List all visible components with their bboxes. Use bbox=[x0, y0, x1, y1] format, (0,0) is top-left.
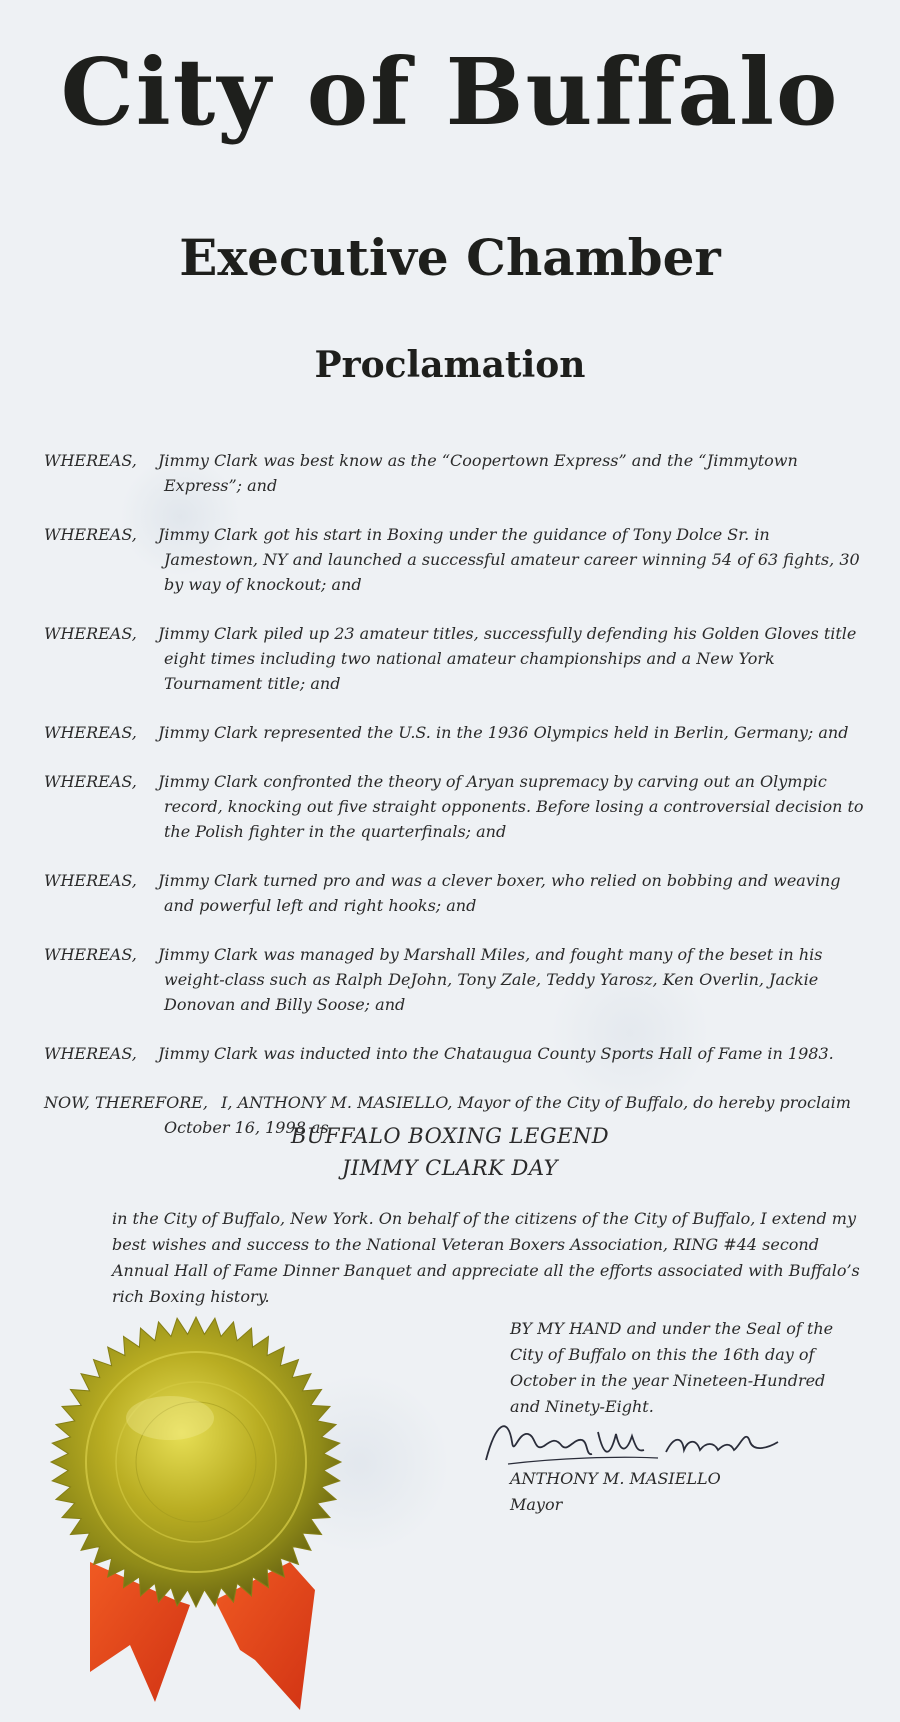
clause-text: Jimmy Clark was inducted into the Chataugua County Sports Hall of Fame in 1983. bbox=[158, 1044, 834, 1063]
clause bbox=[44, 868, 864, 918]
clause-lead: WHEREAS, bbox=[44, 624, 137, 643]
seal-serrated-edge bbox=[51, 1317, 341, 1607]
clause bbox=[44, 522, 864, 597]
attestation-text: BY MY HAND and under the Seal of the City of Buffalo on this the 16th day of October in the year Nineteen-Hundred and Ninety-Eight. bbox=[510, 1319, 834, 1416]
clause-lead: NOW, THEREFORE, bbox=[44, 1093, 208, 1112]
clause bbox=[44, 769, 864, 844]
signer-name: ANTHONY M. MASIELLO bbox=[510, 1469, 721, 1488]
clause-lead: WHEREAS, bbox=[44, 945, 137, 964]
document-heading: Proclamation bbox=[314, 344, 586, 386]
signer-block bbox=[510, 1466, 830, 1518]
document-subtitle: Executive Chamber bbox=[179, 228, 721, 287]
gold-seal-with-ribbons bbox=[40, 1300, 360, 1720]
clause-lead: WHEREAS, bbox=[44, 525, 137, 544]
clause-lead: WHEREAS, bbox=[44, 451, 137, 470]
closing-paragraph: in the City of Buffalo, New York. On behalf of the citizens of the City of Buffalo, I extend my best wishes and success to the National Veteran Boxers Association, RING #44 second Annual Hall of Fame Dinner Banquet and appreciate all the efforts associated with Buffalo’s rich Boxing history. bbox=[112, 1209, 860, 1306]
clause-lead: WHEREAS, bbox=[44, 772, 137, 791]
mayor-signature bbox=[478, 1412, 788, 1472]
clause-text: I, ANTHONY M. MASIELLO, Mayor of the City of Buffalo, do hereby proclaim October 16, 1998 as bbox=[164, 1093, 851, 1137]
clause-text: Jimmy Clark got his start in Boxing under the guidance of Tony Dolce Sr. in Jamestown, NY and launched a successful amateur career winning 54 of 63 fights, 30 by way of knockout; and bbox=[158, 525, 860, 594]
clause bbox=[44, 448, 864, 498]
clause-lead: WHEREAS, bbox=[44, 871, 137, 890]
clause-lead: WHEREAS, bbox=[44, 723, 137, 742]
clause-text: Jimmy Clark represented the U.S. in the 1936 Olympics held in Berlin, Germany; and bbox=[158, 723, 849, 742]
proclaimed-line-2: JIMMY CLARK DAY bbox=[341, 1156, 559, 1180]
clause bbox=[44, 1041, 864, 1066]
proclaimed-line-1: BUFFALO BOXING LEGEND bbox=[290, 1124, 610, 1148]
clause-text: Jimmy Clark piled up 23 amateur titles, successfully defending his Golden Gloves title eight times including two national amateur championships and a New York Tournament title; and bbox=[158, 624, 857, 693]
proclaimed-day bbox=[0, 1120, 900, 1184]
clause-text: Jimmy Clark was best know as the “Coopertown Express” and the “Jimmytown Express”; and bbox=[158, 451, 798, 495]
clause-text: Jimmy Clark turned pro and was a clever boxer, who relied on bobbing and weaving and powerful left and right hooks; and bbox=[158, 871, 841, 915]
clause bbox=[44, 720, 864, 745]
clause bbox=[44, 942, 864, 1017]
whereas-clauses bbox=[44, 448, 864, 1164]
clause bbox=[44, 621, 864, 696]
clause-text: Jimmy Clark was managed by Marshall Miles, and fought many of the beset in his weight-class such as Ralph DeJohn, Tony Zale, Teddy Yarosz, Ken Overlin, Jackie Donovan and Billy Soose; and bbox=[158, 945, 823, 1014]
signer-title: Mayor bbox=[510, 1495, 563, 1514]
clause-text: Jimmy Clark confronted the theory of Aryan supremacy by carving out an Olympic record, knocking out five straight opponents. Before losing a controversial decision to the Polish fighter in the quarterfinals; and bbox=[158, 772, 864, 841]
document-title: City of Buffalo bbox=[60, 38, 840, 146]
clause-lead: WHEREAS, bbox=[44, 1044, 137, 1063]
